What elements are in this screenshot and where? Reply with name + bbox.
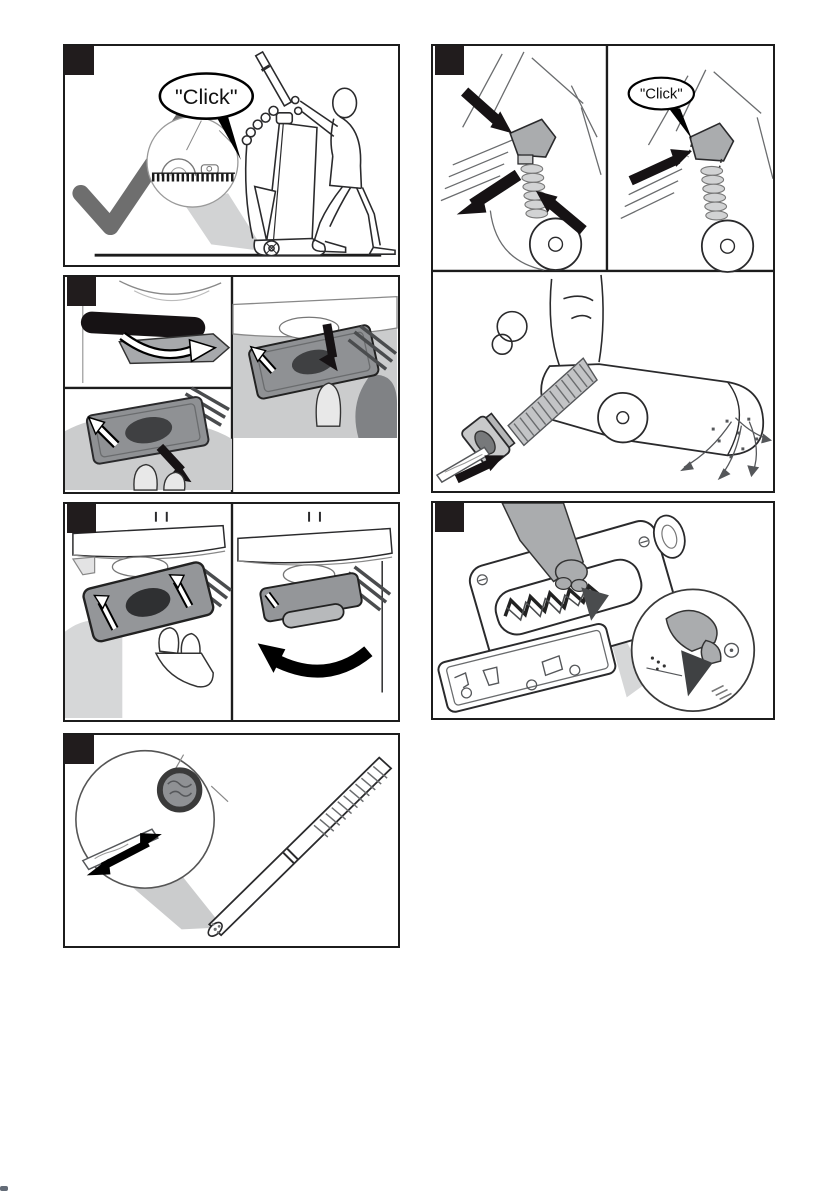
panel-4-illustration xyxy=(65,735,398,946)
scan-artifact xyxy=(0,1186,8,1191)
step-panel-1 xyxy=(63,44,400,267)
panel-6-illustration xyxy=(433,503,773,718)
finger xyxy=(316,383,340,426)
blockage-detail xyxy=(160,770,200,809)
step-panel-2 xyxy=(63,275,400,494)
step-badge xyxy=(65,46,94,75)
sub-swing-closed xyxy=(238,512,392,693)
step-badge xyxy=(67,504,96,533)
filter-tray xyxy=(82,561,215,643)
step-panel-3 xyxy=(63,502,400,722)
step-badge xyxy=(435,46,464,75)
step-badge xyxy=(435,503,464,532)
corrugated-tube xyxy=(521,164,548,218)
click-label: "Click" xyxy=(640,86,683,103)
sub-rotate-handle xyxy=(80,281,229,383)
sub-click-latch xyxy=(621,70,773,272)
sub-pull-tray xyxy=(65,388,232,490)
panel-5-illustration xyxy=(433,46,773,491)
press-arrow-icon xyxy=(465,92,501,124)
panel-2-illustration xyxy=(65,277,398,492)
hose-latch xyxy=(510,119,555,157)
wheel xyxy=(598,393,647,443)
hand xyxy=(156,628,213,687)
step-panel-6 xyxy=(431,501,775,720)
click-speech-bubble xyxy=(629,78,694,139)
hose-latch xyxy=(690,123,733,161)
filter-tray xyxy=(259,572,364,632)
panel-1-illustration xyxy=(65,46,398,265)
sub-insert-tray xyxy=(65,512,231,718)
corrugated-tube xyxy=(701,166,728,220)
step-badge xyxy=(65,735,94,764)
rear-wheel xyxy=(702,220,753,272)
step-badge xyxy=(67,277,96,306)
step-panel-4 xyxy=(63,733,400,948)
sub-press-tray xyxy=(233,297,397,438)
sub-release-latch xyxy=(441,52,601,270)
sub-clear-hose xyxy=(437,275,772,482)
magnifier-detail-circle xyxy=(632,589,755,711)
click-label: "Click" xyxy=(175,84,238,109)
telescopic-wand xyxy=(206,758,391,939)
step-panel-5 xyxy=(431,44,775,493)
magnifier-detail-circle xyxy=(76,751,228,888)
panel-3-illustration xyxy=(65,504,398,720)
upright-vacuum-figure xyxy=(242,52,325,256)
swing-arrow-icon xyxy=(273,651,368,671)
push-arrow-icon xyxy=(631,159,678,181)
carry-handle xyxy=(80,311,205,339)
